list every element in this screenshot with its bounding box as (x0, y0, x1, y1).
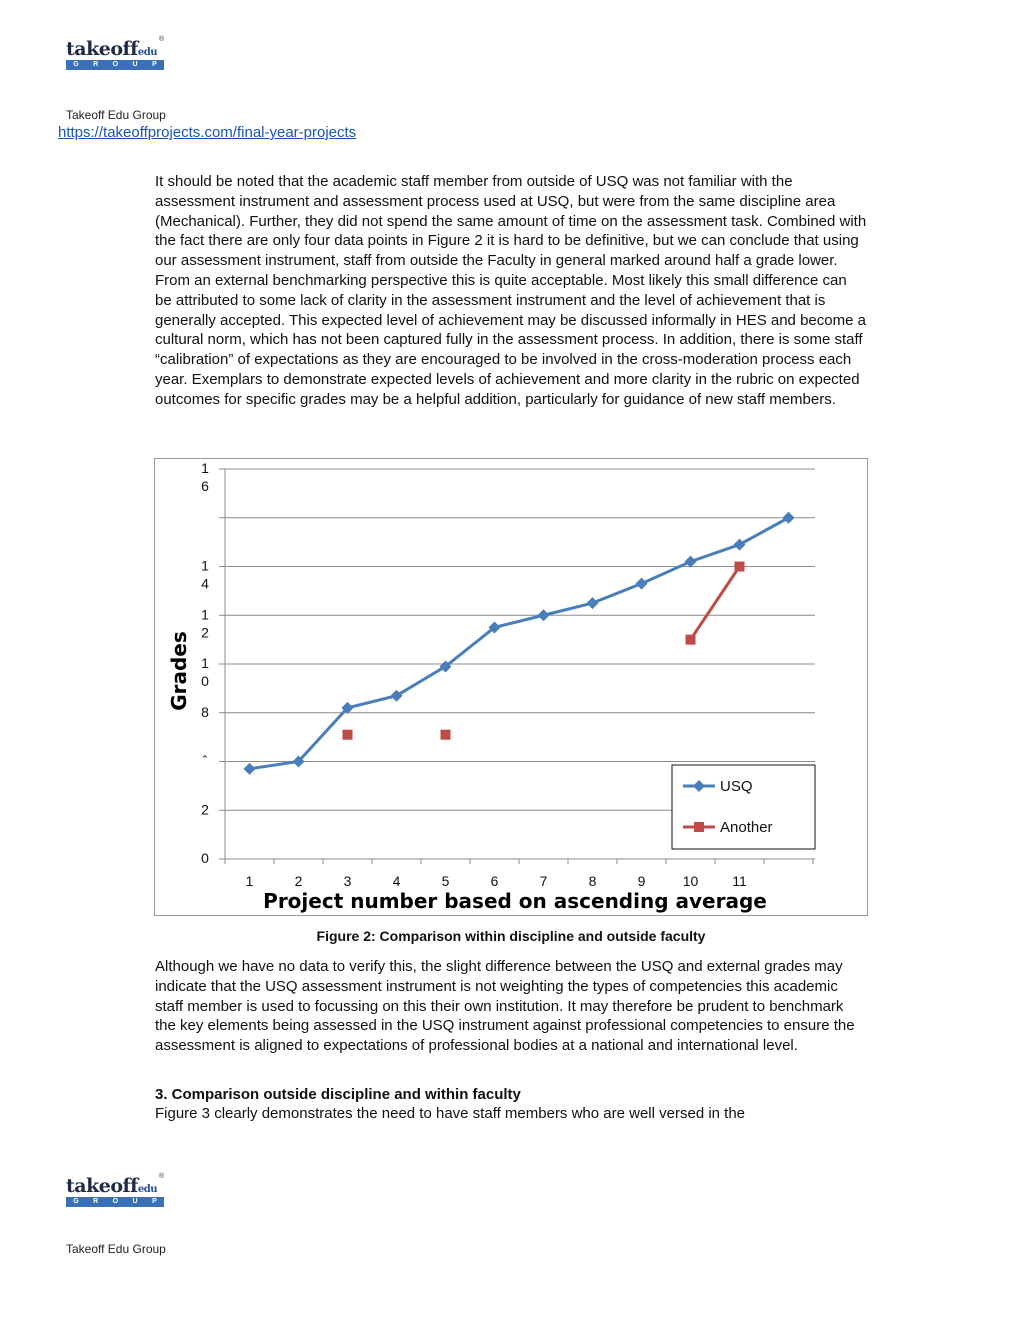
data-point-usq (636, 578, 648, 590)
y-tick-label: 0 (201, 850, 209, 866)
series-line-another (691, 567, 740, 640)
x-axis-title: Project number based on ascending average (263, 889, 767, 913)
data-point-usq (244, 763, 256, 775)
y-tick-label: 6 (201, 478, 209, 494)
data-point-another (686, 635, 696, 645)
chart-frame (154, 458, 868, 916)
logo-word: takeoffedu (66, 38, 157, 60)
header-company: Takeoff Edu Group (66, 108, 166, 122)
data-point-another (343, 730, 353, 740)
legend-label-usq: USQ (720, 778, 753, 795)
comparison-chart (155, 459, 869, 917)
x-tick-label: 1 (245, 873, 254, 889)
footer-logo-word: takeoffedu (66, 1175, 157, 1197)
y-tick-label: 8 (201, 703, 209, 720)
y-tick-label: 0 (201, 673, 209, 689)
x-tick-label: 6 (490, 873, 499, 889)
legend-marker-another (694, 822, 704, 832)
x-tick-label: 9 (637, 873, 646, 889)
data-point-usq (783, 512, 795, 524)
data-point-usq (685, 556, 697, 568)
header-link[interactable]: https://takeoffprojects.com/final-year-projects (58, 124, 357, 141)
footer-company: Takeoff Edu Group (66, 1242, 166, 1256)
x-tick-label: 7 (539, 873, 548, 889)
footer-logo (66, 1175, 166, 1209)
header-logo (66, 38, 166, 72)
y-tick-label: ˆ (202, 752, 208, 769)
y-tick-label: 1 (201, 557, 209, 574)
paragraph-3: Figure 3 clearly demonstrates the need to have staff members who are well versed in the (155, 1105, 746, 1122)
y-tick-label: 1 (201, 460, 209, 476)
data-point-another (441, 730, 451, 740)
x-tick-label: 10 (682, 873, 699, 889)
x-tick-label: 5 (441, 873, 450, 889)
data-point-usq (734, 539, 746, 551)
x-tick-label: 2 (294, 873, 303, 889)
footer-logo-group-bar: G R O U P (66, 1197, 164, 1207)
data-point-usq (587, 597, 599, 609)
legend-label-another: Another (720, 819, 773, 836)
figure-caption: Figure 2: Comparison within discipline and outside faculty (316, 928, 706, 944)
y-tick-label: 1 (201, 655, 209, 671)
series-line-usq (250, 518, 789, 769)
x-tick-label: 8 (588, 873, 597, 889)
data-point-usq (538, 609, 550, 621)
y-axis-title: Grades (167, 631, 191, 711)
y-tick-label: 4 (201, 575, 209, 592)
paragraph-2: Although we have no data to verify this, the slight difference between the USQ and external grades may indicate that the USQ assessment instrument is not weighting the types of competencies this academic staff member is used to focussing on this their own institution. It may therefore be prudent to benchmark the key elements being assessed in the USQ instrument against professional competencies to ensure the assessment is aligned to expectations of professional bodies at a national and international level. (155, 958, 855, 1055)
y-tick-label: 2 (201, 801, 209, 818)
x-tick-label: 4 (392, 873, 401, 889)
footer-logo-registered-mark: ® (159, 1173, 165, 1180)
logo-registered-mark: ® (159, 36, 165, 43)
x-tick-label: 3 (343, 873, 352, 889)
section-heading: 3. Comparison outside discipline and within faculty (155, 1086, 521, 1103)
x-tick-label: 11 (732, 873, 747, 889)
paragraph-1: It should be noted that the academic staff member from outside of USQ was not familiar with the assessment instrument and assessment process used at USQ, but were from the same discipline area (Mechanical). Further, they did not spend the same amount of time on the assessment task. Combined with the fact there are only four data points in Figure 2 it is hard to be definitive, but we can conclude that using our assessment instrument, staff from outside the Faculty in general marked around half a grade lower. From an external benchmarking perspective this is quite acceptable. Most likely this small difference can be attributed to some lack of clarity in the assessment instrument and the level of achievement that is generally accepted. This expected level of achievement may be discussed informally in HES and become a cultural norm, which has not been captured fully in the assessment process. In addition, there is some staff “calibration” of expectations as they are encouraged to be involved in the cross-moderation process each year. Exemplars to demonstrate expected levels of achievement and more clarity in the rubric on expected outcomes for specific grades may be a helpful addition, particularly for guidance of new staff members. (155, 173, 867, 408)
data-point-another (735, 562, 745, 572)
logo-group-bar: G R O U P (66, 60, 164, 70)
y-tick-label: 1 (201, 606, 209, 623)
y-tick-label: 2 (201, 624, 209, 641)
